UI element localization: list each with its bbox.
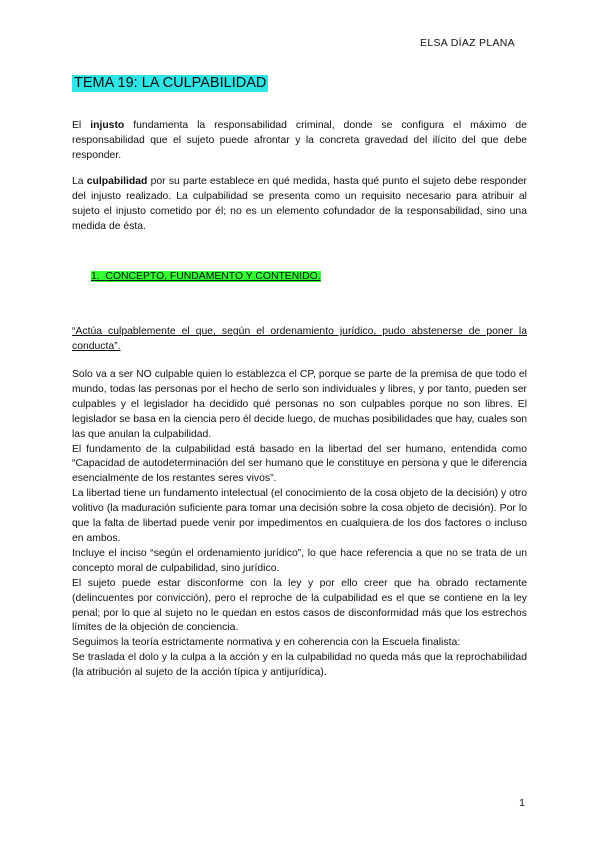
header-author: ELSA DÍAZ PLANA: [420, 37, 515, 49]
definition-quote: “Actúa culpablemente el que, según el ordenamiento jurídico, pudo abstenerse de poner la conducta”.: [72, 326, 527, 352]
body-paragraph-2: El fundamento de la culpabilidad está basado en la libertad del ser humano, entendida como “Capacidad de autodeterminación del ser humano que le constituye en persona y que le diferencia esencialmente de los restantes seres vivos”.: [72, 443, 527, 485]
section-number: 1.: [91, 271, 100, 282]
title-wrap: [72, 74, 268, 92]
intro-paragraph-1: [72, 119, 527, 164]
body-text: [72, 368, 527, 681]
page-number: 1: [519, 797, 525, 809]
body-paragraph-1: Solo va a ser NO culpable quien lo establezca el CP, porque se parte de la premisa de que todo el mundo, todas las personas por el hecho de serlo son individuales y libres, y por tanto, pueden ser culpables y el legislador ha decidido qué personas no son culpables porque no son libres. El legislador se basa en la ciencia pero él decide luego, de muchas posibilidades que hay, cuales son las que anulan la culpabilidad.: [72, 369, 527, 440]
section-heading: [91, 271, 321, 282]
intro-1-bold: injusto: [90, 120, 125, 131]
intro-2-bold: culpabilidad: [86, 176, 148, 187]
intro-2-post: por su parte establece en qué medida, hasta qué punto el sujeto debe responder del injusto realizado. La culpabilidad se presenta como un requisito necesario para atribuir al sujeto el injusto cometido por él; no es un elemento cofundador de la responsabilidad, sino una medida de ésta.: [72, 176, 527, 232]
body-paragraph-6: Seguimos la teoría estrictamente normativa y en coherencia con la Escuela finalista:: [72, 637, 461, 649]
body-paragraph-7: Se traslada el dolo y la culpa a la acción y en la culpabilidad no queda más que la reprochabilidad (la atribución al sujeto de la acción típica y antijurídica).: [72, 652, 527, 679]
intro-2-pre: La: [72, 176, 87, 187]
section-title: CONCEPTO, FUNDAMENTO Y CONTENIDO.: [105, 271, 321, 282]
intro-paragraph-2: [72, 175, 527, 235]
body-paragraph-3: La libertad tiene un fundamento intelectual (el conocimiento de la cosa objeto de la decisión) y otro volitivo (la maduración suficiente para tomar una decisión sobre la cosa objeto de decisión). Por lo que la falta de libertad puede venir por impedimentos en cualquiera de los dos factores o incluso en ambos.: [72, 488, 527, 544]
intro-1-pre: El: [72, 120, 91, 131]
intro-1-post: fundamenta la responsabilidad criminal, donde se configura el máximo de responsabilidad que el sujeto puede afrontar y la concreta gravedad del ilícito del que debe responder.: [72, 120, 527, 161]
page-title: TEMA 19: LA CULPABILIDAD: [74, 75, 267, 91]
body-paragraph-5: El sujeto puede estar disconforme con la ley y por ello creer que ha obrado rectamente (delincuentes por convicción), pero el reproche de la culpabilidad es el que se contiene en la ley penal; por lo que al sujeto no le quedan en estos casos de disconformidad más que los estrechos límites de la objeción de conciencia.: [72, 577, 527, 634]
body-paragraph-4: Incluye el inciso “según el ordenamiento jurídico”, lo que hace referencia a que no se trata de un concepto moral de culpabilidad, sino jurídico.: [72, 547, 527, 574]
